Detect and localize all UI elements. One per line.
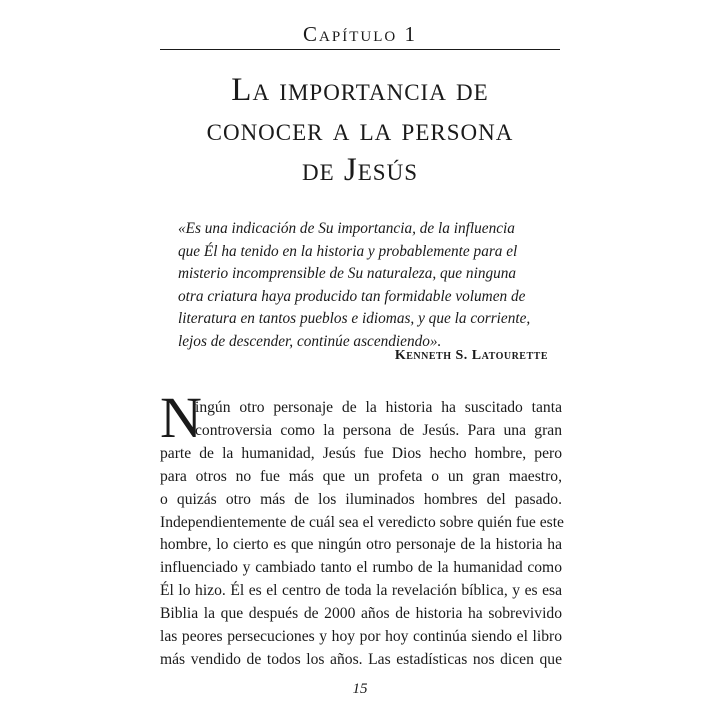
header-rule (160, 49, 560, 50)
chapter-title (120, 70, 600, 190)
epigraph-line: otra criatura haya producido tan formidable volumen de (178, 287, 526, 305)
body-line: o quizás otro más de los iluminados hombres del pasado. (160, 490, 562, 508)
epigraph-line: literatura en tantos pueblos e idiomas, y que la corriente, (178, 310, 531, 328)
body-line: hombre, lo cierto es que ningún otro personaje de la historia ha (160, 536, 562, 554)
body-line: Él lo hizo. Él es el centro de toda la revelación bíblica, y es esa (160, 582, 562, 600)
epigraph-line: «Es una indicación de Su importancia, de la influencia (178, 220, 515, 237)
body-line: ingún otro personaje de la historia ha suscitado tanta (195, 399, 562, 416)
body-line: más vendido de todos los años. Las estadísticas nos dicen que (160, 650, 562, 668)
epigraph-line: lejos de descender, continúe ascendiendo». (178, 332, 442, 350)
chapter-label: Capítulo 1 (303, 22, 417, 46)
epigraph-attribution: Kenneth S. Latourette (394, 348, 548, 363)
epigraph-line: que Él ha tenido en la historia y probablemente para el (178, 242, 518, 260)
body-line: para otros no fue más que un profeta o un gran maestro, (160, 467, 562, 485)
page-number: 15 (352, 681, 368, 697)
epigraph-line: misterio incomprensible de Su naturaleza, que ninguna (178, 265, 517, 283)
body-line: Independientemente de cuál sea el veredicto sobre quién fue este (160, 513, 564, 531)
body-line: las peores persecuciones y hoy por hoy continúa siendo el libro (160, 628, 562, 646)
chapter-title-line: de Jesús (302, 152, 418, 188)
body-line: controversia como la persona de Jesús. Para una gran (195, 421, 562, 439)
body-line: parte de la humanidad, Jesús fue Dios hecho hombre, pero (160, 444, 562, 462)
epigraph-quote (178, 218, 548, 354)
body-paragraph (160, 397, 562, 672)
body-line: influenciado y cambiado tanto el rumbo de la humanidad como (160, 559, 562, 577)
chapter-title-line: conocer a la persona (206, 112, 514, 148)
drop-cap: N (160, 385, 202, 450)
body-line: Biblia la que después de 2000 años de historia ha sobrevivido (160, 605, 562, 623)
chapter-title-line: La importancia de (231, 72, 489, 108)
